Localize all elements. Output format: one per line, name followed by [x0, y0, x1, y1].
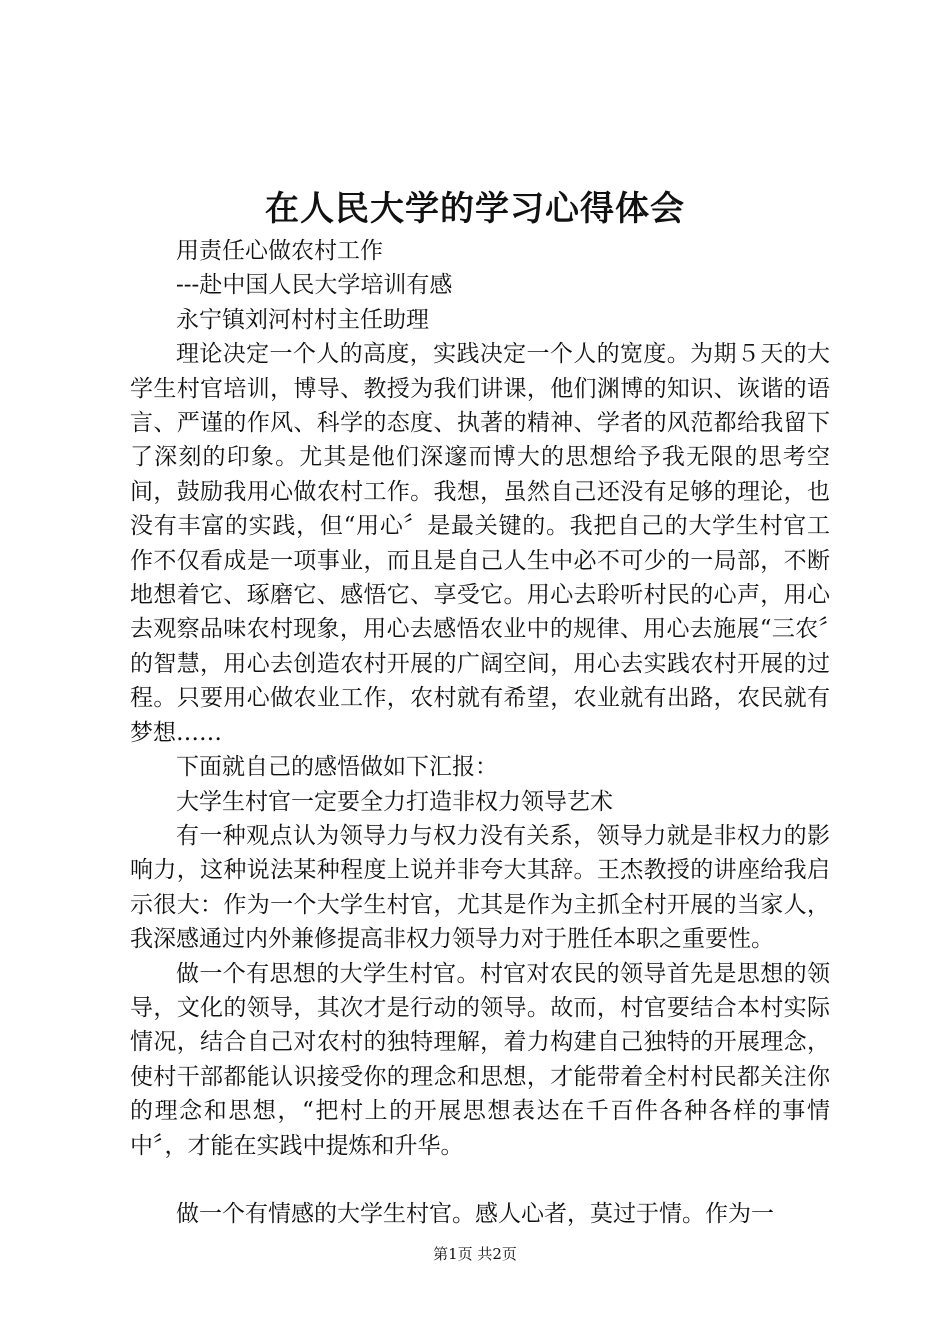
document-body: [130, 234, 830, 1231]
document-title: 在人民大学的学习心得体会: [265, 189, 685, 229]
body-paragraph: 下面就自己的感悟做如下汇报：: [176, 754, 498, 781]
author-line: 永宁镇刘河村村主任助理: [176, 306, 429, 333]
body-paragraph: 理论决定一个人的高度，实践决定一个人的宽度。为期５天的大学生村官培训，博导、教授为我们讲课，他们渊博的知识、诙谐的语言、严谨的作风、科学的态度、执著的精神、学者的风范都给我留下了深刻的印象。尤其是他们深邃而博大的思想给予我无限的思考空间，鼓励我用心做农村工作。我想，虽然自己还没有足够的理论，也没有丰富的实践，但“用心〞是最关键的。我把自己的大学生村官工作不仅看成是一项事业，而且是自己人生中必不可少的一局部，不断地想着它、琢磨它、感悟它、享受它。用心去聆听村民的心声，用心去观察品味农村现象，用心去感悟农业中的规律、用心去施展“三农〞的智慧，用心去创造农村开展的广阔空间，用心去实践农村开展的过程。只要用心做农业工作，农村就有希望，农业就有出路，农民就有梦想……: [130, 341, 830, 746]
subtitle-line: ---赴中国人民大学培训有感: [176, 272, 453, 299]
section-heading: 大学生村官一定要全力打造非权力领导艺术: [176, 788, 613, 815]
body-paragraph: 做一个有思想的大学生村官。村官对农民的领导首先是思想的领导，文化的领导，其次才是行动的领导。故而，村官要结合本村实际情况，结合自己对农村的独特理解，着力构建自己独特的开展理念，使村干部都能认识接受你的理念和思想，才能带着全村村民都关注你的理念和思想，“把村上的开展思想表达在千百件各种各样的事情中〞，才能在实践中提炼和升华。: [130, 960, 830, 1159]
body-paragraph: 有一种观点认为领导力与权力没有关系，领导力就是非权力的影响力，这种说法某种程度上说并非夸大其辞。王杰教授的讲座给我启示很大：作为一个大学生村官，尤其是作为主抓全村开展的当家人，我深感通过内外兼修提高非权力领导力对于胜任本职之重要性。: [130, 822, 830, 953]
subtitle-line: 用责任心做农村工作: [176, 238, 383, 264]
paragraph-gap: [130, 1163, 830, 1197]
page-footer: 第1页 共2页: [433, 1245, 517, 1263]
body-paragraph: 做一个有情感的大学生村官。感人心者，莫过于情。作为一: [176, 1200, 774, 1227]
